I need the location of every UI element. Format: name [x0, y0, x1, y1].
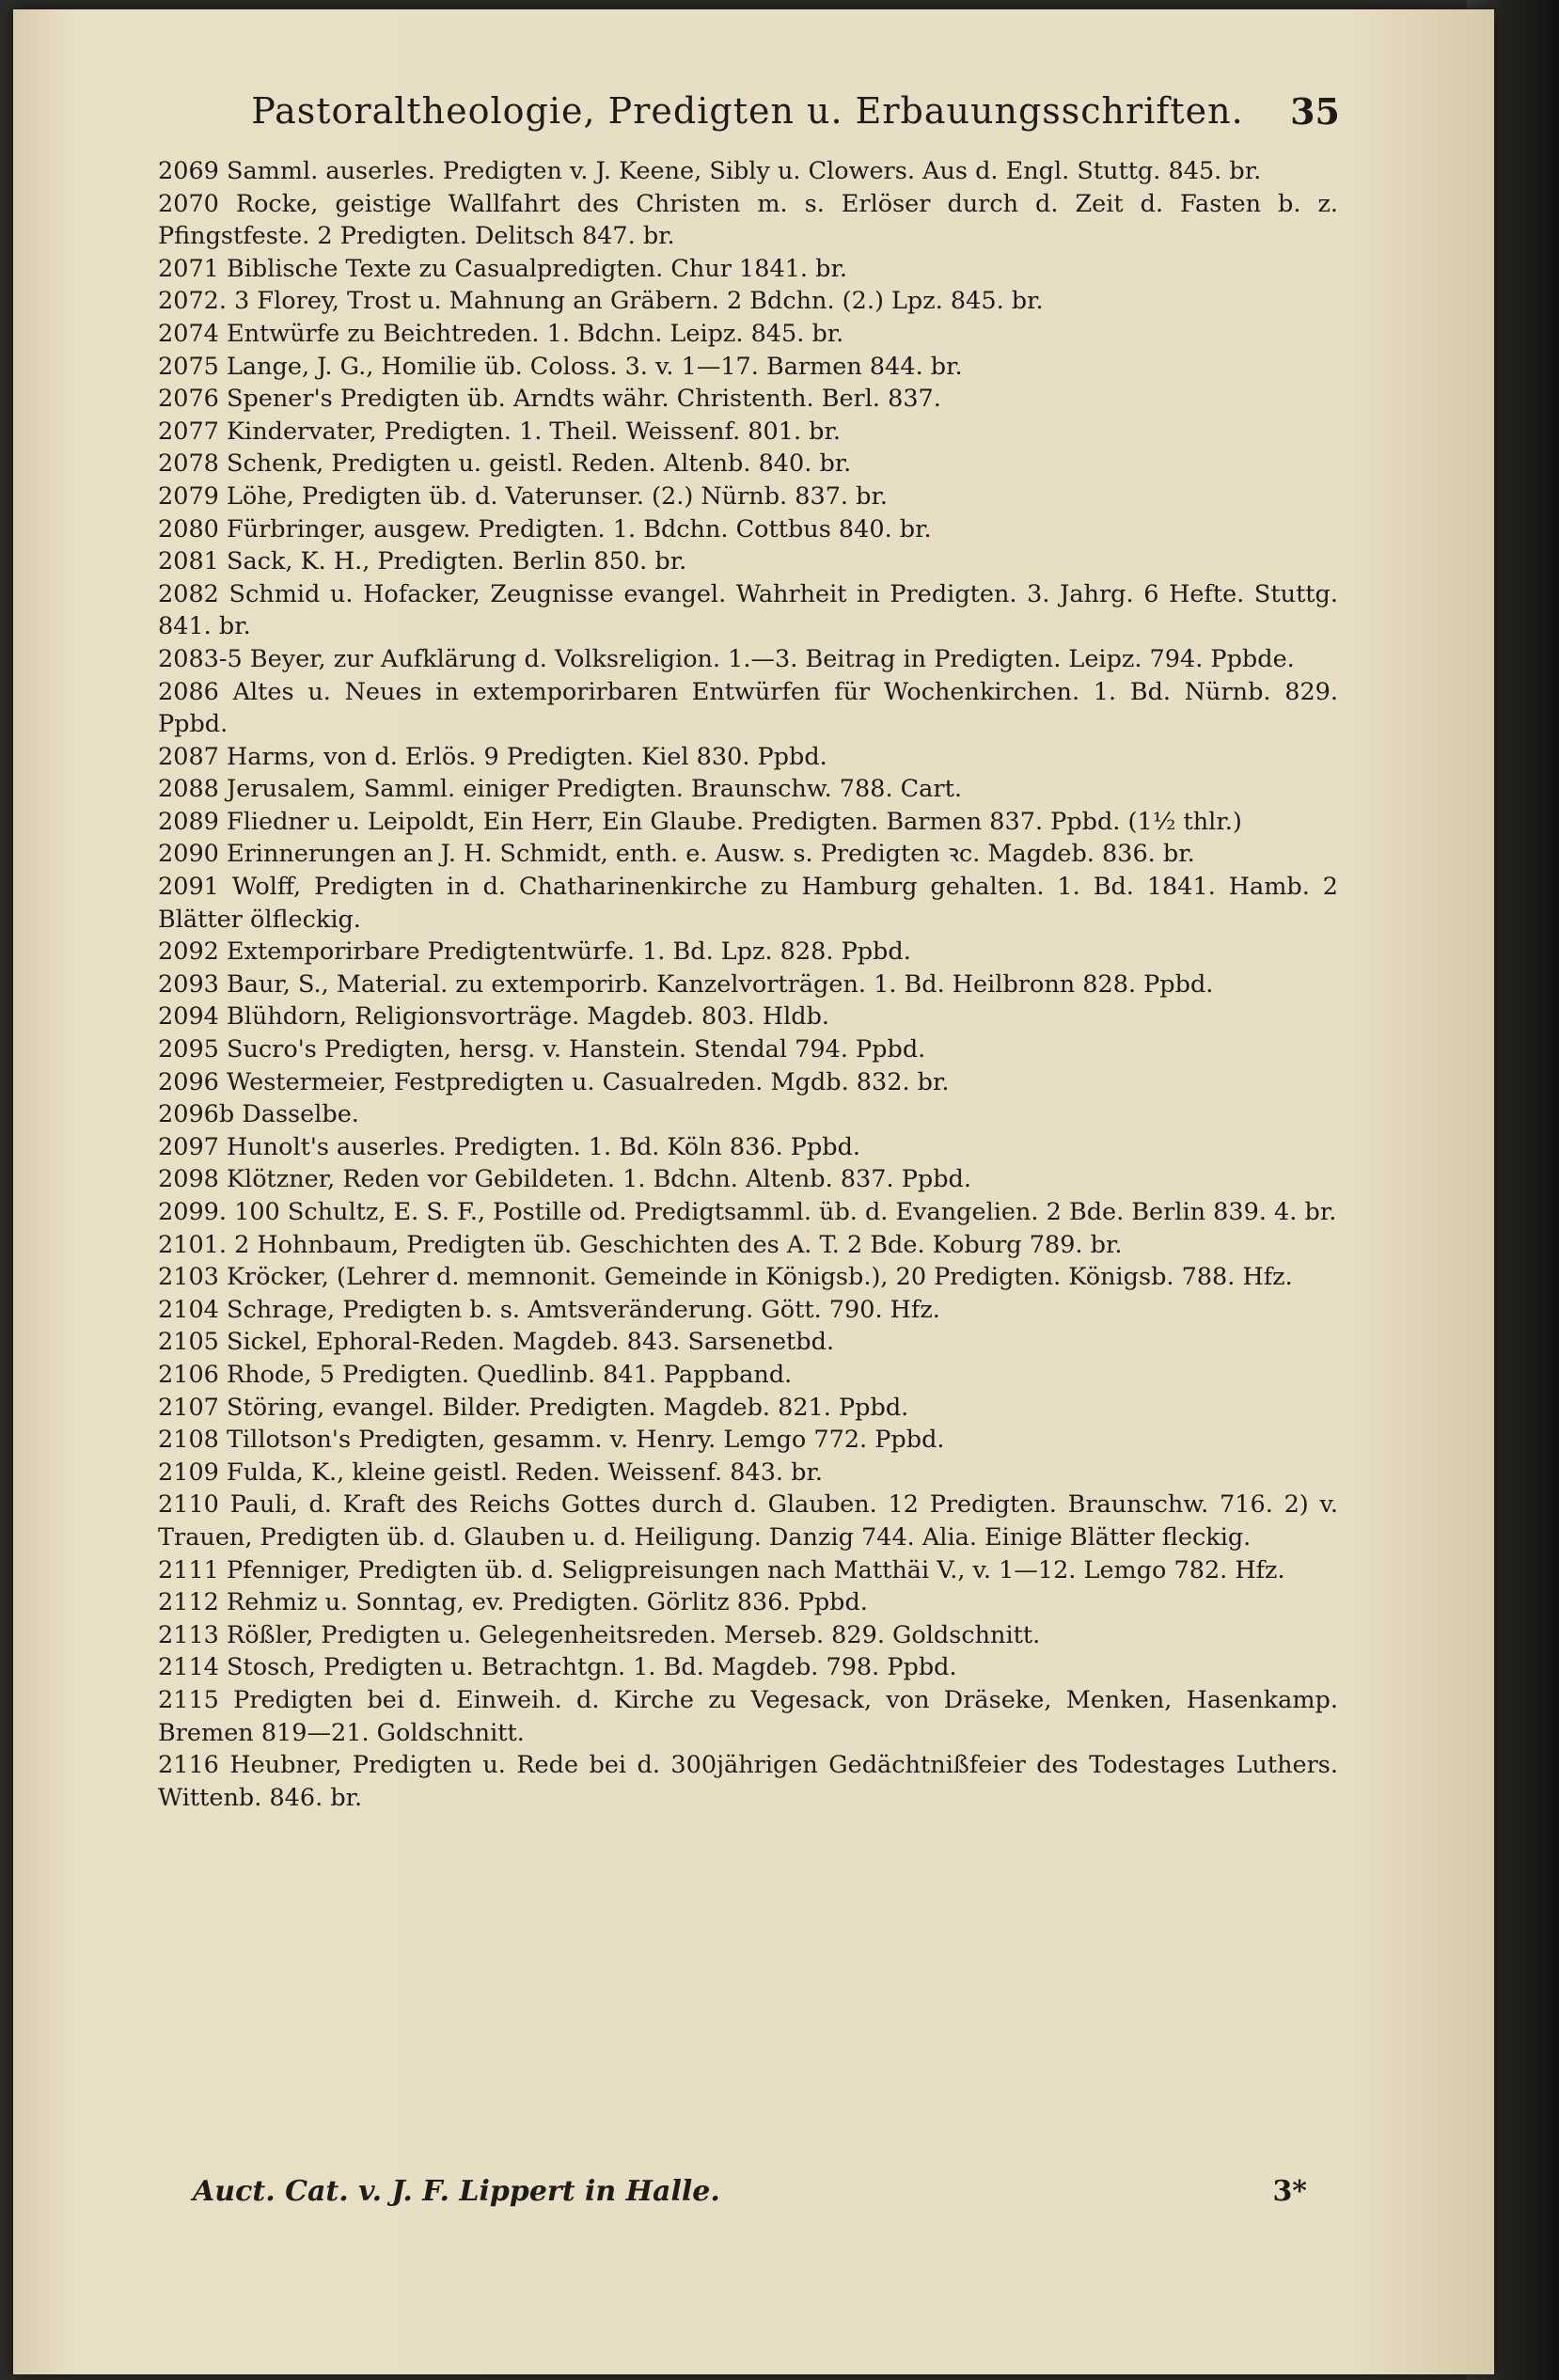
- catalog-entry: 2109 Fulda, K., kleine geistl. Reden. Weissenf. 843. br.: [158, 1458, 823, 1487]
- catalog-entry: 2112 Rehmiz u. Sonntag, ev. Predigten. Görlitz 836. Ppbd.: [158, 1588, 868, 1617]
- catalog-entry: 2096b Dasselbe.: [158, 1100, 359, 1129]
- catalog-entry: 2097 Hunolt's auserles. Predigten. 1. Bd. Köln 836. Ppbd.: [158, 1132, 861, 1161]
- catalog-entry: 2111 Pfenniger, Predigten üb. d. Seligpreisungen nach Matthäi V., v. 1—12. Lemgo 782. Hfz.: [158, 1555, 1285, 1584]
- page-footer: [193, 2167, 1335, 2215]
- catalog-entry: 2090 Erinnerungen an J. H. Schmidt, enth. e. Ausw. s. Predigten ꝛc. Magdeb. 836. br.: [158, 840, 1195, 869]
- catalog-entry: 2069 Samml. auserles. Predigten v. J. Keene, Sibly u. Clowers. Aus d. Engl. Stuttg. 845. br.: [158, 157, 1262, 185]
- catalog-entry: 2072. 3 Florey, Trost u. Mahnung an Gräbern. 2 Bdchn. (2.) Lpz. 845. br.: [158, 287, 1044, 316]
- catalog-entry: 2106 Rhode, 5 Predigten. Quedlinb. 841. Pappband.: [158, 1360, 793, 1389]
- catalog-entry: 2101. 2 Hohnbaum, Predigten üb. Geschichten des A. T. 2 Bde. Koburg 789. br.: [158, 1230, 1123, 1259]
- catalog-entry: 2115 Predigten bei d. Einweih. d. Kirche zu Vegesack, von Dräseke, Menken, Hasenkamp. Bremen 819—21. Goldschnitt.: [158, 1685, 1338, 1747]
- catalog-entry: 2081 Sack, K. H., Predigten. Berlin 850. br.: [158, 547, 687, 576]
- catalog-entry: 2108 Tillotson's Predigten, gesamm. v. Henry. Lemgo 772. Ppbd.: [158, 1426, 945, 1455]
- catalog-entry: 2074 Entwürfe zu Beichtreden. 1. Bdchn. Leipz. 845. br.: [158, 319, 844, 348]
- catalog-entry: 2083-5 Beyer, zur Aufklärung d. Volksreligion. 1.—3. Beitrag in Predigten. Leipz. 794. Ppbde.: [158, 644, 1295, 673]
- catalog-entry: 2095 Sucro's Predigten, hersg. v. Hanstein. Stendal 794. Ppbd.: [158, 1035, 926, 1064]
- catalog-entry: 2088 Jerusalem, Samml. einiger Predigten. Braunschw. 788. Cart.: [158, 775, 962, 804]
- catalog-entry: 2113 Rößler, Predigten u. Gelegenheitsreden. Merseb. 829. Goldschnitt.: [158, 1620, 1041, 1649]
- page-number: 35: [1290, 89, 1340, 133]
- signature-mark: 3*: [1272, 2174, 1307, 2208]
- catalog-entry: 2105 Sickel, Ephoral-Reden. Magdeb. 843. Sarsenetbd.: [158, 1328, 835, 1357]
- catalog-entry: 2070 Rocke, geistige Wallfahrt des Christen m. s. Erlöser durch d. Zeit d. Fasten b. z. Pfingstfeste. 2 Predigten. Delitsch 847. br.: [158, 189, 1338, 251]
- catalog-entry: 2089 Fliedner u. Leipoldt, Ein Herr, Ein Glaube. Predigten. Barmen 837. Ppbd. (1½ thlr.): [158, 807, 1242, 836]
- catalog-entry: 2099. 100 Schultz, E. S. F., Postille od. Predigtsamml. üb. d. Evangelien. 2 Bde. Berlin 839. 4. br.: [158, 1198, 1337, 1226]
- catalog-entry: 2094 Blühdorn, Religionsvorträge. Magdeb. 803. Hldb.: [158, 1002, 830, 1032]
- catalog-entry: 2086 Altes u. Neues in extemporirbaren Entwürfen für Wochenkirchen. 1. Bd. Nürnb. 829. Ppbd.: [158, 677, 1338, 739]
- catalog-entry: 2114 Stosch, Predigten u. Betrachtgn. 1. Bd. Magdeb. 798. Ppbd.: [158, 1653, 957, 1682]
- catalog-entry: 2103 Kröcker, (Lehrer d. memnonit. Gemeinde in Königsb.), 20 Predigten. Königsb. 788. Hfz.: [158, 1263, 1293, 1292]
- catalog-entry: 2082 Schmid u. Hofacker, Zeugnisse evangel. Wahrheit in Predigten. 3. Jahrg. 6 Hefte. Stuttg. 841. br.: [158, 579, 1338, 641]
- catalog-entry: 2075 Lange, J. G., Homilie üb. Coloss. 3. v. 1—17. Barmen 844. br.: [158, 352, 963, 381]
- catalog-imprint: Auct. Cat. v. J. F. Lippert in Halle.: [193, 2174, 720, 2208]
- catalog-entry: 2078 Schenk, Predigten u. geistl. Reden. Altenb. 840. br.: [158, 449, 852, 479]
- catalog-entry: 2076 Spener's Predigten üb. Arndts währ. Christenth. Berl. 837.: [158, 385, 941, 414]
- running-header: Pastoraltheologie, Predigten u. Erbauungsschriften.: [251, 90, 1244, 132]
- catalog-entry: 2098 Klötzner, Reden vor Gebildeten. 1. Bdchn. Altenb. 837. Ppbd.: [158, 1165, 971, 1194]
- catalog-entry: 2107 Störing, evangel. Bilder. Predigten. Magdeb. 821. Ppbd.: [158, 1393, 909, 1422]
- catalog-entry: 2071 Biblische Texte zu Casualpredigten. Chur 1841. br.: [158, 254, 847, 283]
- catalog-entries: [158, 155, 1338, 1814]
- catalog-entry: 2091 Wolff, Predigten in d. Chatharinenkirche zu Hamburg gehalten. 1. Bd. 1841. Hamb. 2 Blätter ölfleckig.: [158, 873, 1338, 934]
- catalog-entry: 2093 Baur, S., Material. zu extemporirb. Kanzelvorträgen. 1. Bd. Heilbronn 828. Ppbd.: [158, 969, 1214, 999]
- catalog-entry: 2080 Fürbringer, ausgew. Predigten. 1. Bdchn. Cottbus 840. br.: [158, 514, 932, 544]
- catalog-entry: 2092 Extemporirbare Predigtentwürfe. 1. Bd. Lpz. 828. Ppbd.: [158, 938, 911, 967]
- catalog-entry: 2077 Kindervater, Predigten. 1. Theil. Weissenf. 801. br.: [158, 417, 841, 446]
- catalog-entry: 2116 Heubner, Predigten u. Rede bei d. 300jährigen Gedächtnißfeier des Todestages Luthers. Wittenb. 846. br.: [158, 1751, 1338, 1812]
- catalog-entry: 2079 Löhe, Predigten üb. d. Vaterunser. (2.) Nürnb. 837. br.: [158, 481, 888, 511]
- catalog-entry: 2104 Schrage, Predigten b. s. Amtsveränderung. Gött. 790. Hfz.: [158, 1295, 940, 1324]
- catalog-entry: 2110 Pauli, d. Kraft des Reichs Gottes durch d. Glauben. 12 Predigten. Braunschw. 716. 2) v. Trauen, Predigten üb. d. Glauben u. d. Heiligung. Danzig 744. Alia. Einige Blätter fleckig.: [158, 1490, 1338, 1552]
- catalog-entry: 2096 Westermeier, Festpredigten u. Casualreden. Mgdb. 832. br.: [158, 1067, 950, 1096]
- catalog-entry: 2087 Harms, von d. Erlös. 9 Predigten. Kiel 830. Ppbd.: [158, 742, 827, 771]
